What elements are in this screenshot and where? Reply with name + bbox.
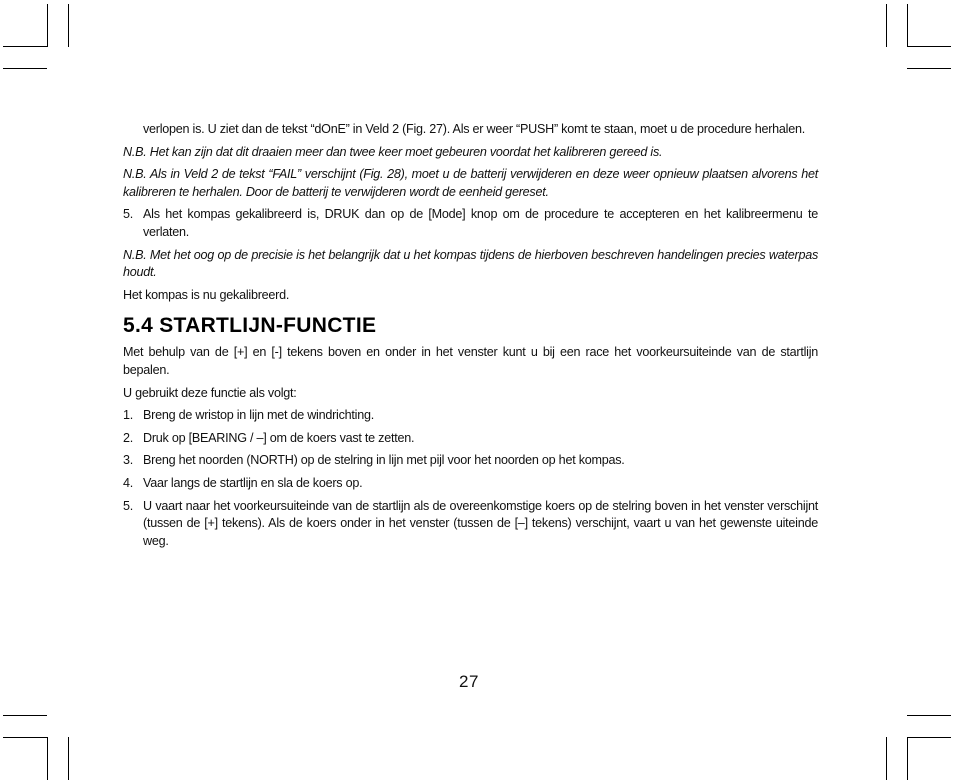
crop-mark <box>886 737 887 780</box>
crop-mark <box>907 4 908 47</box>
step-number: 5. <box>123 207 134 222</box>
crop-mark <box>886 4 887 47</box>
list-number: 3. <box>123 453 134 468</box>
step-5 <box>123 206 818 241</box>
crop-mark <box>3 715 47 716</box>
list-text: Breng het noorden (NORTH) op de stelring in lijn met pijl voor het noorden op het kompas. <box>143 453 625 468</box>
crop-mark <box>3 46 47 47</box>
page-number: 27 <box>459 672 479 691</box>
list-text: Druk op [BEARING / –] om de koers vast te zetten. <box>143 430 415 445</box>
crop-mark <box>907 68 951 69</box>
usage-paragraph: U gebruikt deze functie als volgt: <box>123 385 297 400</box>
list-text: Vaar langs de startlijn en sla de koers op. <box>143 475 363 490</box>
crop-mark <box>3 737 47 738</box>
note-fail: N.B. Als in Veld 2 de tekst “FAIL” verschijnt (Fig. 28), moet u de batterij verwijderen en deze weer opnieuw plaatsen alvorens het kalibreren te herhalen. Door de batterij te verwijderen wordt de eenheid gereset. <box>123 167 818 199</box>
step-text: Als het kompas gekalibreerd is, DRUK dan op de [Mode] knop om de procedure te accepteren en het kalibreermenu te verlaten. <box>143 207 818 239</box>
list-number: 1. <box>123 408 134 423</box>
list-number: 5. <box>123 498 134 513</box>
crop-mark <box>907 46 951 47</box>
crop-mark <box>907 737 951 738</box>
note-rotation: N.B. Het kan zijn dat dit draaien meer dan twee keer moet gebeuren voordat het kalibreren gereed is. <box>123 144 663 159</box>
crop-mark <box>907 737 908 780</box>
continuation-paragraph: verlopen is. U ziet dan de tekst “dOnE” in Veld 2 (Fig. 27). Als er weer “PUSH” komt te staan, moet u de procedure herhalen. <box>143 122 805 136</box>
list-item <box>123 452 818 470</box>
crop-mark <box>3 68 47 69</box>
list-number: 2. <box>123 430 134 445</box>
note-level: N.B. Met het oog op de precisie is het belangrijk dat u het kompas tijdens de hierboven beschreven handelingen precies waterpas houdt. <box>123 247 818 280</box>
list-item <box>123 475 818 493</box>
crop-mark <box>68 4 69 47</box>
page-content <box>123 121 818 550</box>
list-text: Breng de wristop in lijn met de windrichting. <box>143 408 374 423</box>
crop-mark <box>907 715 951 716</box>
calibrated-paragraph: Het kompas is nu gekalibreerd. <box>123 287 290 302</box>
section-heading: 5.4 STARTLIJN-FUNCTIE <box>123 314 377 338</box>
crop-mark <box>68 737 69 780</box>
list-item <box>123 498 818 551</box>
crop-mark <box>47 4 48 47</box>
list-number: 4. <box>123 475 134 490</box>
list-text: U vaart naar het voorkeursuiteinde van de startlijn als de overeenkomstige koers op de stelring boven in het venster verschijnt (tussen de [+] tekens). Als de koers onder in het venster (tussen de [–] tekens) verschijnt, vaart u van het gewenste uiteinde weg. <box>143 498 818 548</box>
list-item <box>123 407 818 425</box>
crop-mark <box>47 737 48 780</box>
list-item <box>123 430 818 448</box>
intro-paragraph: Met behulp van de [+] en [-] tekens boven en onder in het venster kunt u bij een race het voorkeursuiteinde van de startlijn bepalen. <box>123 345 818 377</box>
